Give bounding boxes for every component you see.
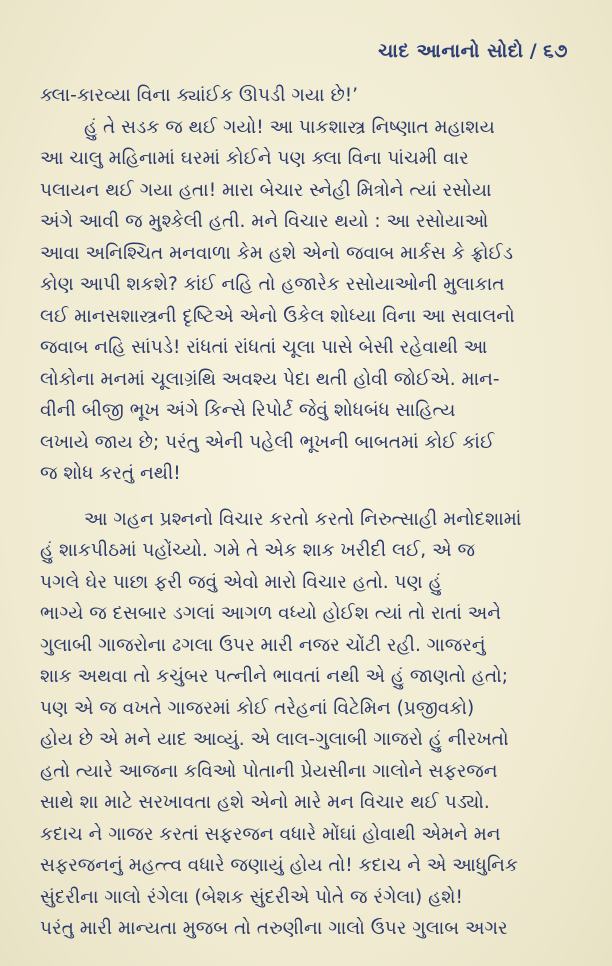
text-line: હતો ત્યારે આજના કવિઓ પોતાની પ્રેયસીના ગાલોને સફરજન (40, 760, 498, 782)
text-line: લોકોના મનમાં ચૂલાગ્રંથિ અવશ્ય પેદા થતી હોવી જોઈએ. માન- (40, 368, 500, 390)
text-line: ગુલાબી ગાજરોના ઢગલા ઉપર મારી નજર ચોંટી રહી. ગાજરનું (40, 634, 486, 656)
paragraph-spacer (40, 490, 580, 504)
text-line: હોય છે એ મને યાદ આવ્યું. એ લાલ-ગુલાબી ગાજરો હું નીરખતો (40, 729, 509, 750)
text-line: પલાયન થઈ ગયા હતા! મારા બેચાર સ્નેહી મિત્રોને ત્યાં રસોયા (40, 179, 492, 201)
text-line: જ શોધ કરતું નથી! (40, 463, 181, 484)
text-line: સુંદરીના ગાલો રંગેલા (બેશક સુંદરીએ પોતે જ રંગેલા) હશે! (40, 886, 463, 908)
text-line: ભાગ્યે જ દસબાર ડગલાં આગળ વધ્યો હોઈશ ત્યાં તો રાતાં અને (40, 603, 502, 624)
paragraph-2 (40, 112, 580, 490)
text-line: હું તે સડક જ થઈ ગયો! આ પાકશાસ્ત્ર નિષ્ણાત મહાશય (84, 116, 495, 138)
text-line: આવા અનિશ્ચિત મનવાળા કેમ હશે એનો જવાબ માર્કસ કે ફ્રોઈડ (40, 242, 513, 264)
running-header (378, 40, 568, 62)
text-line: પણ એ જ વખતે ગાજરમાં કોઈ તરેહનાં વિટેમિન (પ્રજીવકો) (40, 697, 475, 719)
header-separator: / (529, 40, 538, 62)
paragraph-3 (40, 504, 580, 945)
text-line: આ ચાલુ મહિનામાં ઘરમાં કોઈને પણ ક્લા વિના પાંચમી વાર (40, 148, 469, 169)
text-line: અંગે આવી જ મુશ્કેલી હતી. મને વિચાર થયો : આ રસોયાઓ (40, 211, 489, 232)
text-line: જવાબ નહિ સાંપડે! રાંધતાં રાંધતાં ચૂલા પાસે બેસી રહેવાથી આ (40, 337, 488, 358)
text-line: સાથે શા માટે સરખાવતા હશે એનો મારે મન વિચાર થઈ પડ્યો. (40, 792, 490, 813)
text-line: પરંતુ મારી માન્યતા મુજબ તો તરુણીના ગાલો ઉપર ગુલાબ અગર (40, 918, 508, 939)
text-line: આ ગહન પ્રશ્નનો વિચાર કરતો કરતો નિરુત્સાહી મનોદશામાં (84, 508, 522, 530)
body-text (40, 80, 580, 945)
text-line: પગલે ઘેર પાછા ફરી જવું એવો મારો વિચાર હતો. પણ હું (40, 571, 442, 593)
page-number: ૬૭ (543, 40, 568, 62)
chapter-title: ચાદ આનાનો સોદો (378, 40, 524, 62)
text-line: હું શાકપીઠમાં પહોંચ્યો. ગમે તે એક શાક ખરીદી લઈ, એ જ (40, 540, 475, 561)
text-line: ક્લા-કારવ્યા વિના ક્યાંઈક ઊપડી ગયા છે!’ (40, 85, 359, 106)
text-line: કદાચ ને ગાજર કરતાં સફરજન વધારે મોંઘાં હોવાથી એમને મન (40, 823, 501, 845)
text-line: શાક અથવા તો કચુંબર પત્નીને ભાવતાં નથી એ હું જાણતો હતો; (40, 666, 508, 687)
paragraph-1 (40, 80, 580, 112)
text-line: વીની બીજી ભૂખ અંગે કિન્સે રિપોર્ટ જેવું શોધબંધ સાહિત્ય (40, 400, 456, 421)
text-line: લઈ માનસશાસ્ત્રની દૃષ્ટિએ એનો ઉકેલ શોધ્યા વિના આ સવાલનો (40, 305, 515, 327)
text-line: લખાયે જાય છે; પરંતુ એની પહેલી ભૂખની બાબતમાં કોઈ કાંઈ (40, 431, 495, 453)
text-line: કોણ આપી શકશે? કાંઈ નહિ તો હજારેક રસોયાઓની મુલાકાત (40, 274, 505, 295)
text-line: સફરજનનું મહત્ત્વ વધારે જણાયું હોય તો! કદાચ ને એ આધુનિક (40, 855, 518, 876)
